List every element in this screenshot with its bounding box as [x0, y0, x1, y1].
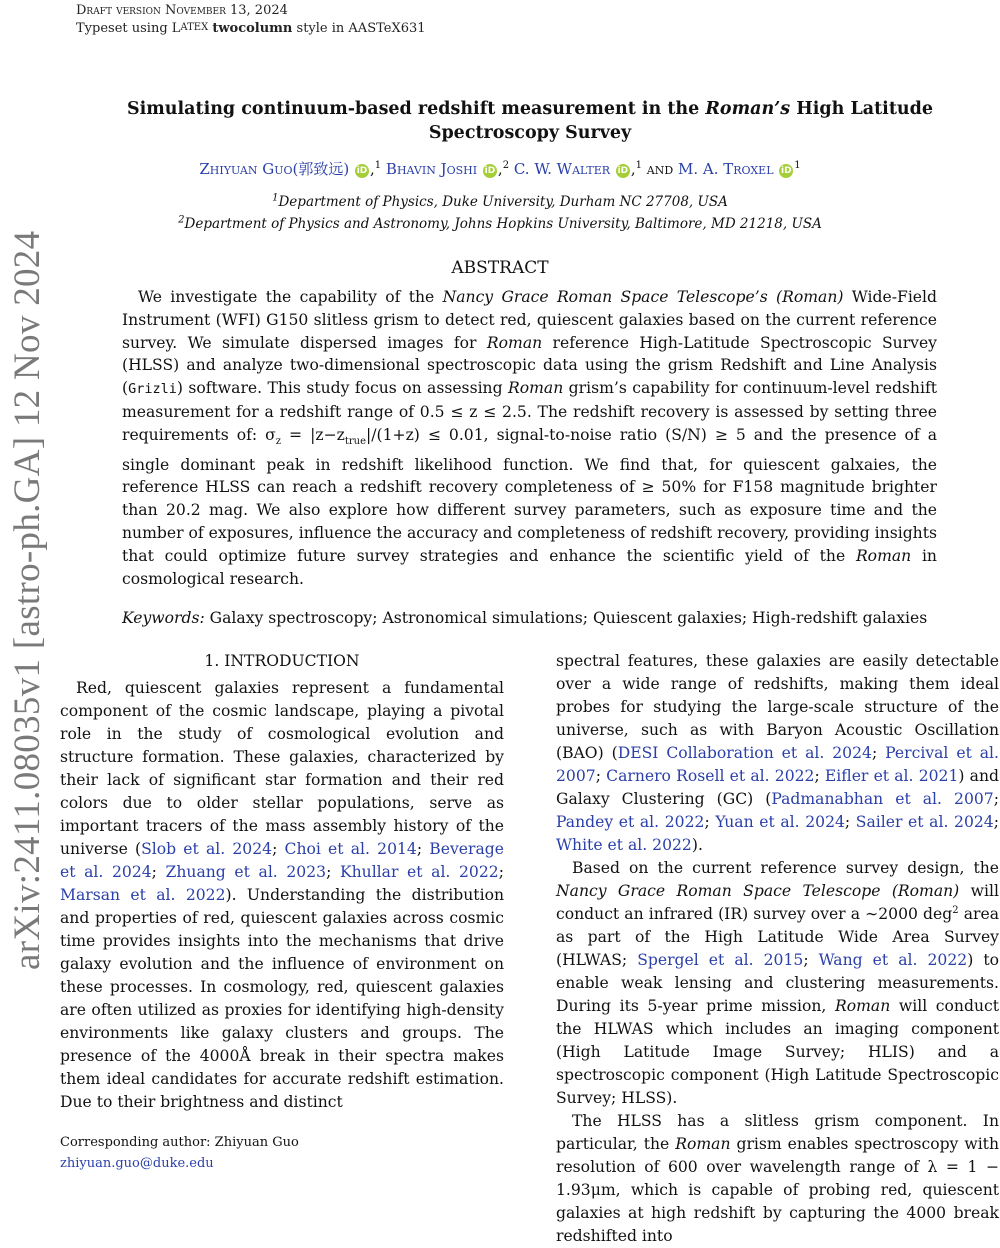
paragraph: Based on the current reference survey design, the Nancy Grace Roman Space Telescope (Roman) will conduct an infrared (IR) survey over a ∼2000 deg$^2$ area as part of the High Latitude Wide Area Survey (HLWAS; Spergel et al. 2015; Wang et al. 2022) to enable weak lensing and clustering measurements. During its 5-year prime mission, Roman will conduct the HLWAS which includes an imaging component (High Latitude Image Survey; HLIS) and a spectroscopic component (High Latitude Spectroscopic Survey; HLSS).: [556, 859, 1000, 1107]
author-link[interactable]: Zhiyuan Guo(郭致远): [199, 160, 350, 178]
orcid-icon[interactable]: iD: [781, 166, 792, 176]
citation-link[interactable]: Pandey et al. 2022: [556, 813, 705, 831]
footnote: [60, 1132, 299, 1174]
author-link[interactable]: Bhavin Joshi: [385, 160, 478, 178]
citation-link[interactable]: Khullar et al. 2022: [339, 863, 499, 881]
orcid-icon[interactable]: iD: [484, 166, 496, 176]
citation-link[interactable]: Eifler et al. 2021: [824, 767, 959, 785]
citation-link[interactable]: Slob et al. 2024: [141, 840, 273, 858]
corresponding-author: Corresponding author: Zhiyuan Guo: [60, 1135, 299, 1150]
citation-link[interactable]: Wang et al. 2022: [818, 951, 968, 969]
citation-link[interactable]: DESI Collaboration et al. 2024: [617, 744, 872, 762]
left-column: [60, 650, 504, 1114]
email-link[interactable]: zhiyuan.guo@duke.edu: [60, 1156, 214, 1171]
orcid-icon[interactable]: iD: [356, 166, 368, 176]
paragraph: Red, quiescent galaxies represent a fundamental component of the cosmic landscape, playing a pivotal role in the study of cosmological evolution and structure formation. These galaxies, characterized by their lack of significant star formation and their red colors due to older stellar populations, serve as important tracers of the mass assembly history of the universe (Slob et al. 2024; Choi et al. 2014; Beverage et al. 2024; Zhuang et al. 2023; Khullar et al. 2022; Marsan et al. 2022). Understanding the distribution and properties of red, quiescent galaxies across cosmic time provides insights into the mechanisms that drive galaxy evolution and the influence of environment on these processes. In cosmology, red, quiescent galaxies are often utilized as proxies for identifying high-density environments like galaxy clusters and groups. The presence of the 4000Å break in their spectra makes them ideal candidates for accurate redshift estimation. Due to their brightness and distinct: [60, 679, 504, 1111]
citation-link[interactable]: Spergel et al. 2015: [637, 951, 804, 969]
paper-title: Simulating continuum-based redshift measurement in the Roman’s High Latitude Spectroscopy Survey: [126, 99, 934, 143]
affiliation: $^2$Department of Physics and Astronomy, Johns Hopkins University, Baltimore, MD 21218, USA: [178, 214, 822, 232]
citation-link[interactable]: Beverage et al. 2024: [60, 840, 504, 881]
citation-link[interactable]: Yuan et al. 2024: [715, 813, 845, 831]
author-link[interactable]: M. A. Troxel: [677, 160, 774, 178]
citation-link[interactable]: White et al. 2022: [556, 836, 692, 854]
author-list: Zhiyuan Guo(郭致远) iD ,$^1$ Bhavin Joshi iD ,$^2$ C. W. Walter iD ,$^1$ and M. A. Troxel iD $^1$: [199, 160, 801, 178]
keywords: Keywords: Galaxy spectroscopy; Astronomical simulations; Quiescent galaxies; High-redshift galaxies: [122, 609, 928, 627]
and-word: and: [646, 160, 674, 178]
citation-link[interactable]: Padmanabhan et al. 2007: [771, 790, 994, 808]
orcid-icon[interactable]: iD: [617, 166, 629, 176]
draft-header: [76, 2, 426, 37]
section-heading: 1. INTRODUCTION: [204, 652, 360, 670]
affiliation: $^1$Department of Physics, Duke University, Durham NC 27708, USA: [272, 192, 728, 210]
citation-link[interactable]: Zhuang et al. 2023: [165, 863, 327, 881]
citation-link[interactable]: Carnero Rosell et al. 2022: [606, 767, 815, 785]
author-link[interactable]: C. W. Walter: [513, 160, 611, 178]
citation-link[interactable]: Choi et al. 2014: [284, 840, 417, 858]
abstract-body: We investigate the capability of the Nancy Grace Roman Space Telescope’s (Roman) Wide-Field Instrument (WFI) G150 slitless grism to detect red, quiescent galaxies based on the current reference survey. We simulate dispersed images for Roman reference High-Latitude Spectroscopic Survey (HLSS) and analyze two-dimensional spectroscopic data using the grism Redshift and Line Analysis (Grizli) software. This study focus on assessing Roman grism’s capability for continuum-level redshift measurement for a redshift range of 0.5 ≤ z ≤ 2.5. The redshift recovery is assessed by setting three requirements of: $\sigma_z = |z-z_{true}|/(1+z) \le 0.01$, signal-to-noise ratio (S/N) ≥ 5 and the presence of a single dominant peak in redshift likelihood function. We find that, for quiescent galxaies, the reference HLSS can reach a redshift recovery completeness of ≥ 50% for F158 magnitude brighter than 20.2 mag. We also explore how different survey parameters, such as exposure time and the number of exposures, influence the accuracy and completeness of redshift recovery, providing insights that could optimize future survey strategies and enhance the scientific yield of the Roman in cosmological research.: [122, 288, 938, 588]
citation-link[interactable]: Sailer et al. 2024: [855, 813, 994, 831]
citation-link[interactable]: Percival et al. 2007: [556, 744, 999, 785]
citation-link[interactable]: Marsan et al. 2022: [60, 886, 226, 904]
paragraph: spectral features, these galaxies are easily detectable over a wide range of redshifts, making them ideal probes for studying the large-scale structure of the universe, such as with Baryon Acoustic Oscillation (BAO) (DESI Collaboration et al. 2024; Percival et al. 2007; Carnero Rosell et al. 2022; Eifler et al. 2021) and Galaxy Clustering (GC) (Padmanabhan et al. 2007; Pandey et al. 2022; Yuan et al. 2024; Sailer et al. 2024; White et al. 2022).: [556, 652, 999, 854]
typeset-line: Typeset using LATEX twocolumn style in AASTeX631: [76, 21, 426, 36]
draft-version: Draft version November 13, 2024: [76, 3, 288, 18]
right-column: [556, 650, 999, 1248]
abstract-heading: ABSTRACT: [451, 258, 549, 278]
arxiv-id: arXiv:2411.08035v1 [astro-ph.GA] 12 Nov 2024: [7, 230, 48, 970]
paragraph: The HLSS has a slitless grism component. In particular, the Roman grism enables spectroscopy with resolution of 600 over wavelength range of λ = 1 − 1.93μm, which is capable of probing red, quiescent galaxies at high redshift by capturing the 4000 break redshifted into: [556, 1112, 999, 1245]
